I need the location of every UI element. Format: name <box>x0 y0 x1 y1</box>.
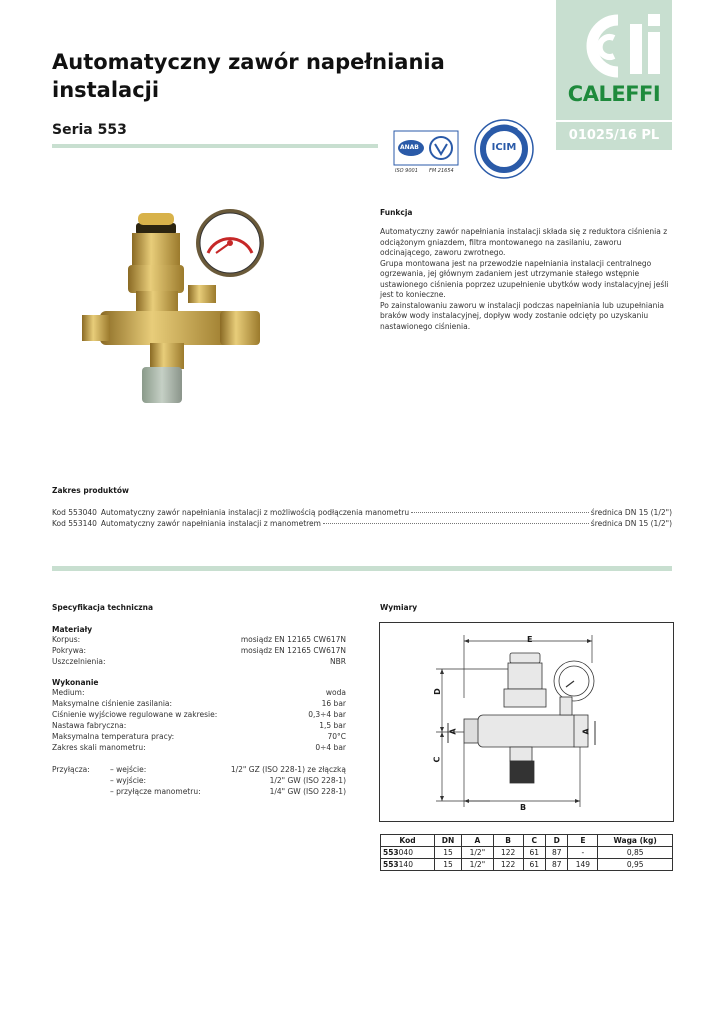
column-header: E <box>568 835 598 847</box>
performance-heading: Wykonanie <box>52 678 99 687</box>
code-prefix: 553 <box>383 860 399 869</box>
table-cell: 0,85 <box>598 847 673 859</box>
spec-value: 0,3÷4 bar <box>308 710 346 719</box>
table-cell: 87 <box>546 859 568 871</box>
table-cell: 149 <box>568 859 598 871</box>
product-row <box>52 519 672 528</box>
table-cell: 61 <box>523 847 545 859</box>
column-header: DN <box>435 835 462 847</box>
dim-c-label: C <box>432 756 442 763</box>
anab-label: ANAB <box>400 144 419 151</box>
table-cell: 87 <box>546 847 568 859</box>
valve-photo-icon <box>80 205 270 415</box>
spec-value: NBR <box>330 657 346 666</box>
table-cell: 122 <box>493 847 523 859</box>
spec-value: 1,5 bar <box>319 721 346 730</box>
table-cell: 15 <box>435 859 462 871</box>
spec-label: Maksymalna temperatura pracy: <box>52 732 175 741</box>
spec-value: 16 bar <box>321 699 346 708</box>
section-divider <box>52 566 672 571</box>
table-cell-code <box>381 847 435 859</box>
table-header-row <box>381 835 673 847</box>
product-row <box>52 508 672 517</box>
spec-label: Uszczelnienia: <box>52 657 106 666</box>
table-cell: 0,95 <box>598 859 673 871</box>
anab-certification <box>393 130 459 176</box>
spec-label: Pokrywa: <box>52 646 86 655</box>
column-header: D <box>546 835 568 847</box>
table-cell: 61 <box>523 859 545 871</box>
function-paragraph: Po zainstalowaniu zaworu w instalacji podczas napełniania lub uzupełniania braków wody instalacyjnej, dopływ wody zostanie odcięty po uzyskaniu nastawionego ciśnienia. <box>380 300 665 331</box>
product-text: Automatyczny zawór napełniania instalacji z możliwością podłączenia manometru <box>100 508 410 517</box>
materials-heading: Materiały <box>52 625 93 634</box>
spec-label: Zakres skali manometru: <box>52 743 146 752</box>
spec-row <box>52 646 346 655</box>
title-line-2: instalacji <box>52 78 160 102</box>
spec-label: Maksymalne ciśnienie zasilania: <box>52 699 173 708</box>
dim-b-label: B <box>520 803 527 812</box>
table-cell-code <box>381 859 435 871</box>
spec-row <box>52 721 346 730</box>
dot-leader <box>411 512 589 513</box>
function-paragraph: Automatyczny zawór napełniania instalacji składa się z reduktora ciśnienia z odciążonym gniazdem, filtra montowanego na zasilaniu, zaworu odcinającego, zaworu zwrotnego. <box>380 227 668 257</box>
connection-row <box>110 776 346 785</box>
brand-logo <box>556 0 672 120</box>
spec-value: mosiądz EN 12165 CW617N <box>240 635 346 644</box>
connection-label: – wejście: <box>110 765 147 774</box>
spec-value: 70°C <box>327 732 346 741</box>
table-cell: 1/2" <box>462 847 494 859</box>
spec-row <box>52 635 346 644</box>
product-size: średnica DN 15 (1/2") <box>590 519 672 528</box>
spec-label: Korpus: <box>52 635 81 644</box>
spec-value: mosiądz EN 12165 CW617N <box>240 646 346 655</box>
icim-certification <box>473 118 535 180</box>
function-description <box>380 227 675 332</box>
connection-value: 1/4" GW (ISO 228-1) <box>269 787 346 796</box>
dim-e-label: E <box>527 635 533 644</box>
product-code: Kod 553040 <box>52 508 97 517</box>
connections-label: Przyłącza: <box>52 765 90 774</box>
spec-value: 0÷4 bar <box>315 743 346 752</box>
spec-row <box>52 743 346 752</box>
spec-row <box>52 699 346 708</box>
connection-label: – wyjście: <box>110 776 147 785</box>
spec-label: Ciśnienie wyjściowe regulowane w zakresie: <box>52 710 218 719</box>
table-cell: - <box>568 847 598 859</box>
dim-d-label: D <box>432 688 442 695</box>
code-suffix: 140 <box>398 860 413 869</box>
table-cell: 1/2" <box>462 859 494 871</box>
spec-label: Medium: <box>52 688 85 697</box>
table-cell: 122 <box>493 859 523 871</box>
icim-label: ICIM <box>491 142 517 153</box>
product-text: Automatyczny zawór napełniania instalacji z manometrem <box>100 519 321 528</box>
spec-row <box>52 657 346 666</box>
product-code: Kod 553140 <box>52 519 97 528</box>
code-prefix: 553 <box>383 848 399 857</box>
series-label: Seria 553 <box>52 122 127 138</box>
product-size: średnica DN 15 (1/2") <box>590 508 672 517</box>
table-row <box>381 847 673 859</box>
page-title <box>52 48 512 104</box>
table-row <box>381 859 673 871</box>
column-header: B <box>493 835 523 847</box>
dimensions-heading: Wymiary <box>380 603 418 612</box>
spec-value: woda <box>325 688 346 697</box>
document-code: 01025/16 PL <box>556 122 672 150</box>
brand-name: CALEFFI <box>567 82 661 106</box>
dimension-drawing-icon <box>380 623 673 821</box>
connection-label: – przyłącze manometru: <box>110 787 201 796</box>
products-heading: Zakres produktów <box>52 486 129 495</box>
table-cell: 15 <box>435 847 462 859</box>
function-heading: Funkcja <box>380 208 413 217</box>
connection-value: 1/2" GZ (ISO 228-1) ze złączką <box>230 765 346 774</box>
dim-a-right-label: A <box>581 728 591 735</box>
specs-heading: Specyfikacja techniczna <box>52 603 154 612</box>
column-header: Waga (kg) <box>598 835 673 847</box>
fm-label: FM 21654 <box>429 168 454 174</box>
dot-leader <box>323 523 589 524</box>
code-suffix: 040 <box>398 848 413 857</box>
column-header: A <box>462 835 494 847</box>
connection-value: 1/2" GW (ISO 228-1) <box>269 776 346 785</box>
connection-row <box>110 765 346 774</box>
product-photo <box>80 205 270 415</box>
dimension-drawing <box>379 622 674 822</box>
spec-row <box>52 688 346 697</box>
column-header: Kod <box>381 835 435 847</box>
title-line-1: Automatyczny zawór napełniania <box>52 50 445 74</box>
series-underline <box>52 144 378 148</box>
dimensions-table <box>380 834 673 871</box>
spec-row <box>52 710 346 719</box>
iso-label: ISO 9001 <box>395 168 418 174</box>
connection-row <box>110 787 346 796</box>
function-paragraph: Grupa montowana jest na przewodzie napełniania instalacji centralnego ogrzewania, jej głównym zadaniem jest utrzymanie stałego wstępnie ustawionego ciśnienia poprzez uzupełnienie ubytków wody instalacyjnej jeśli jest to konieczne. <box>380 258 669 299</box>
column-header: C <box>523 835 545 847</box>
dim-a-left-label: A <box>448 728 458 735</box>
spec-label: Nastawa fabryczna: <box>52 721 127 730</box>
spec-row <box>52 732 346 741</box>
